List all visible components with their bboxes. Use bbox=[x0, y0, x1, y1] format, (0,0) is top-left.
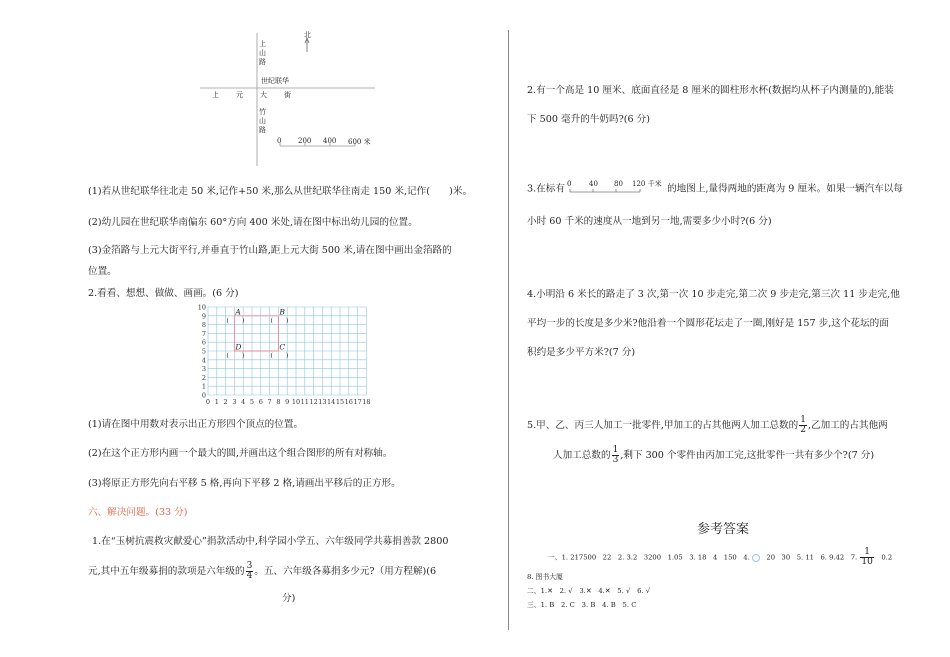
scale-bar-inline bbox=[568, 182, 664, 196]
grid-x-label: 2 bbox=[223, 398, 228, 406]
grid-y-label: 0 bbox=[201, 391, 206, 400]
grid-x-label: 10 bbox=[291, 398, 301, 406]
fraction-3-4 bbox=[246, 562, 254, 581]
point-coordinate-blank: ( ) bbox=[226, 316, 245, 325]
q5-line2-post: ,剩下 300 个零件由丙加工完,这批零件一共有多少个?(7 分) bbox=[620, 450, 875, 461]
ans-item: 7. bbox=[850, 553, 858, 562]
q2-sub1: (1)请在图中用数对表示出正方形四个顶点的位置。 bbox=[88, 419, 304, 430]
ans-item: 5. 11 bbox=[796, 553, 814, 562]
q3-scale-0: 0 bbox=[567, 180, 572, 188]
grid-y-label: 4 bbox=[201, 356, 206, 365]
q3-line1 bbox=[527, 182, 903, 197]
grid-y-label: 3 bbox=[201, 365, 206, 374]
q3-scale-120: 120 千米 bbox=[632, 180, 662, 188]
road-shangshan-label: 上山路 bbox=[259, 40, 266, 66]
ans-item: 3. 18 bbox=[689, 553, 707, 562]
point-label-C: C bbox=[279, 342, 286, 352]
answers-line1 bbox=[548, 548, 892, 567]
q5-line1 bbox=[527, 416, 888, 435]
grid-y-label: 8 bbox=[201, 321, 206, 330]
point-coordinate-blank: ( ) bbox=[270, 316, 289, 325]
fraction-numerator: 1 bbox=[860, 548, 873, 558]
ans-item: 22 bbox=[602, 553, 612, 562]
grid-x-label: 8 bbox=[276, 398, 281, 406]
street-char-yuan: 元 bbox=[236, 91, 243, 99]
q3-scale-line bbox=[568, 182, 664, 196]
street-char-da: 大 bbox=[260, 91, 267, 99]
q4-line2: 平均一步的长度是多少米?他沿着一个圆形花坛走了一圈,刚好是 157 步,这个花坛的面 bbox=[527, 318, 889, 329]
point-label-D: D bbox=[235, 342, 242, 352]
s6-q1-line1: 1.在“玉树抗震救灾献爱心”捐款活动中,科学园小学五、六年级同学共募捐善款 2800 bbox=[92, 536, 449, 547]
fraction-1-2 bbox=[799, 416, 807, 435]
fraction-numerator: 1 bbox=[612, 445, 619, 455]
grid-y-label: 9 bbox=[201, 312, 206, 321]
grid-x-label: 5 bbox=[249, 398, 255, 406]
grid-x-label: 15 bbox=[335, 398, 345, 406]
point-label-B: B bbox=[279, 307, 285, 317]
ans-item: 一、1. 217500 bbox=[548, 553, 597, 562]
grid-y-label: 6 bbox=[201, 338, 206, 347]
q5-line2-pre: 人加工总数的 bbox=[553, 450, 611, 461]
q3-line2: 小时 60 千米的速度从一地到另一地,需要多少小时?(6 分) bbox=[527, 216, 772, 227]
ans-item: 1.05 bbox=[667, 553, 683, 562]
grid-x-label: 1 bbox=[214, 398, 219, 406]
grid-x-label: 11 bbox=[300, 398, 309, 406]
q2-right-line2: 下 500 毫升的牛奶吗?(6 分) bbox=[527, 114, 650, 125]
shiji-lianhua-label: 世纪联华 bbox=[261, 77, 289, 85]
q3-post: 的地图上,量得两地的距离为 9 厘米。如果一辆汽车以每 bbox=[667, 183, 903, 195]
street-char-shang: 上 bbox=[212, 91, 219, 99]
grid-y-label: 2 bbox=[201, 373, 206, 382]
q5-line2 bbox=[553, 446, 874, 465]
q4-line1: 4.小明沿 6 米长的路走了 3 次,第一次 10 步走完,第二次 9 步走完,第三次 11 步走完,他 bbox=[527, 289, 900, 300]
grid-y-label: 10 bbox=[197, 303, 206, 312]
section6-title: 六、解决问题。(33 分) bbox=[88, 507, 188, 518]
answers-line3: 二、1.✕ 2. √ 3.✕ 4.✕ 5. √ 6. √ bbox=[527, 587, 651, 595]
q5-line1-post: ,乙加工的占其他两 bbox=[807, 420, 888, 431]
circle-icon bbox=[752, 554, 760, 562]
s6-q1-line2-pre: 元,其中五年级募捐的款项是六年级的 bbox=[88, 566, 245, 577]
grid-x-label: 14 bbox=[327, 398, 336, 406]
ans-item: 4 bbox=[712, 553, 718, 562]
answers-line4: 三、1. B 2. C 3. B 4. B 5. C bbox=[527, 601, 637, 609]
grid-y-label: 7 bbox=[201, 329, 206, 338]
ans-item: 4. bbox=[743, 553, 750, 562]
grid-x-label: 16 bbox=[344, 398, 353, 406]
grid-x-label: 3 bbox=[232, 398, 237, 406]
grid-x-label: 9 bbox=[285, 398, 290, 406]
q3-pre: 3.在标有 bbox=[527, 183, 565, 195]
scale-label-600: 600 米 bbox=[348, 138, 371, 146]
answers-title: 参考答案 bbox=[697, 522, 750, 537]
q1-sub3-line1: (3)金箔路与上元大街平行,并垂直于竹山路,距上元大街 500 米,请在图中画出金箔路的 bbox=[88, 245, 452, 256]
grid-x-label: 12 bbox=[309, 398, 318, 406]
q2-title: 2.看看、想想、做做、画画。(6 分) bbox=[88, 288, 239, 299]
point-coordinate-blank: ( ) bbox=[226, 351, 245, 360]
grid-x-label: 7 bbox=[267, 398, 272, 406]
fraction-1-3 bbox=[612, 446, 620, 465]
grid-x-label: 17 bbox=[353, 398, 362, 406]
q1-sub2: (2)幼儿园在世纪联华南偏东 60°方向 400 米处,请在图中标出幼儿园的位置。 bbox=[88, 217, 418, 228]
q4-line3: 积约是多少平方米?(7 分) bbox=[527, 347, 636, 358]
s6-q1-line2-post: 。五、六年级各募捐多少元?（用方程解)(6 bbox=[254, 566, 437, 577]
q1-sub1: (1)若从世纪联华往北走 50 米,记作+50 米,那么从世纪联华往南走 150 米,记作( )米。 bbox=[88, 186, 473, 197]
q2-right-line1: 2.有一个高是 10 厘米、底面直径是 8 厘米的圆柱形水杯(数据均从杯子内测量的),能装 bbox=[527, 85, 894, 96]
fraction-denominator: 4 bbox=[246, 571, 253, 581]
q2-sub2: (2)在这个正方形内画一个最大的圆,并画出这个组合图形的所有对称轴。 bbox=[88, 448, 393, 459]
grid-y-label: 1 bbox=[201, 382, 206, 391]
s6-q1-line2 bbox=[88, 562, 436, 581]
fraction-numerator: 3 bbox=[246, 561, 253, 571]
column-divider bbox=[508, 30, 509, 630]
fraction-denominator: 2 bbox=[800, 425, 806, 435]
q5-line1-pre: 5.甲、乙、丙三人加工一批零件,甲加工的占其他两人加工总数的 bbox=[527, 420, 799, 431]
grid-y-label: 5 bbox=[201, 347, 206, 356]
scale-label-0: 0 bbox=[277, 137, 282, 145]
grid-x-label: 6 bbox=[258, 398, 263, 406]
coordinate-grid bbox=[197, 303, 380, 410]
fraction-denominator: 3 bbox=[612, 455, 619, 465]
q1-sub3-line2: 位置。 bbox=[88, 266, 117, 277]
fraction-numerator: 1 bbox=[800, 415, 806, 425]
point-label-A: A bbox=[235, 307, 241, 317]
ans-item: 0.2 bbox=[881, 553, 893, 562]
q3-scale-80: 80 bbox=[614, 180, 623, 188]
ans-item: 20 bbox=[766, 553, 776, 562]
ans-item: 3200 bbox=[643, 553, 662, 562]
grid-x-label: 13 bbox=[318, 398, 327, 406]
answers-line2: 8. 图书大厦 bbox=[527, 573, 563, 581]
q2-sub3: (3)将原正方形先向右平移 5 格,再向下平移 2 格,请画出平移后的正方形。 bbox=[88, 478, 401, 489]
point-coordinate-blank: ( ) bbox=[270, 351, 289, 360]
grid-x-label: 0 bbox=[205, 398, 211, 406]
grid-x-label: 4 bbox=[241, 398, 246, 406]
grid-x-label: 18 bbox=[362, 398, 371, 406]
ans-item: 150 bbox=[723, 553, 737, 562]
scale-label-400: 400 bbox=[323, 137, 337, 145]
fraction-denominator: 10 bbox=[861, 557, 873, 567]
north-label: 北 bbox=[304, 31, 311, 39]
ans-item: 30 bbox=[781, 553, 791, 562]
q3-scale-40: 40 bbox=[589, 180, 598, 188]
street-char-jie: 街 bbox=[284, 91, 291, 99]
ans-item: 6. 9.42 bbox=[820, 553, 845, 562]
fraction-1-10 bbox=[860, 548, 873, 567]
s6-q1-line3: 分) bbox=[282, 593, 296, 604]
ans-item: 2. 3.2 bbox=[617, 553, 638, 562]
scale-label-200: 200 bbox=[298, 137, 312, 145]
road-zhushan-label: 竹山路 bbox=[259, 108, 266, 134]
